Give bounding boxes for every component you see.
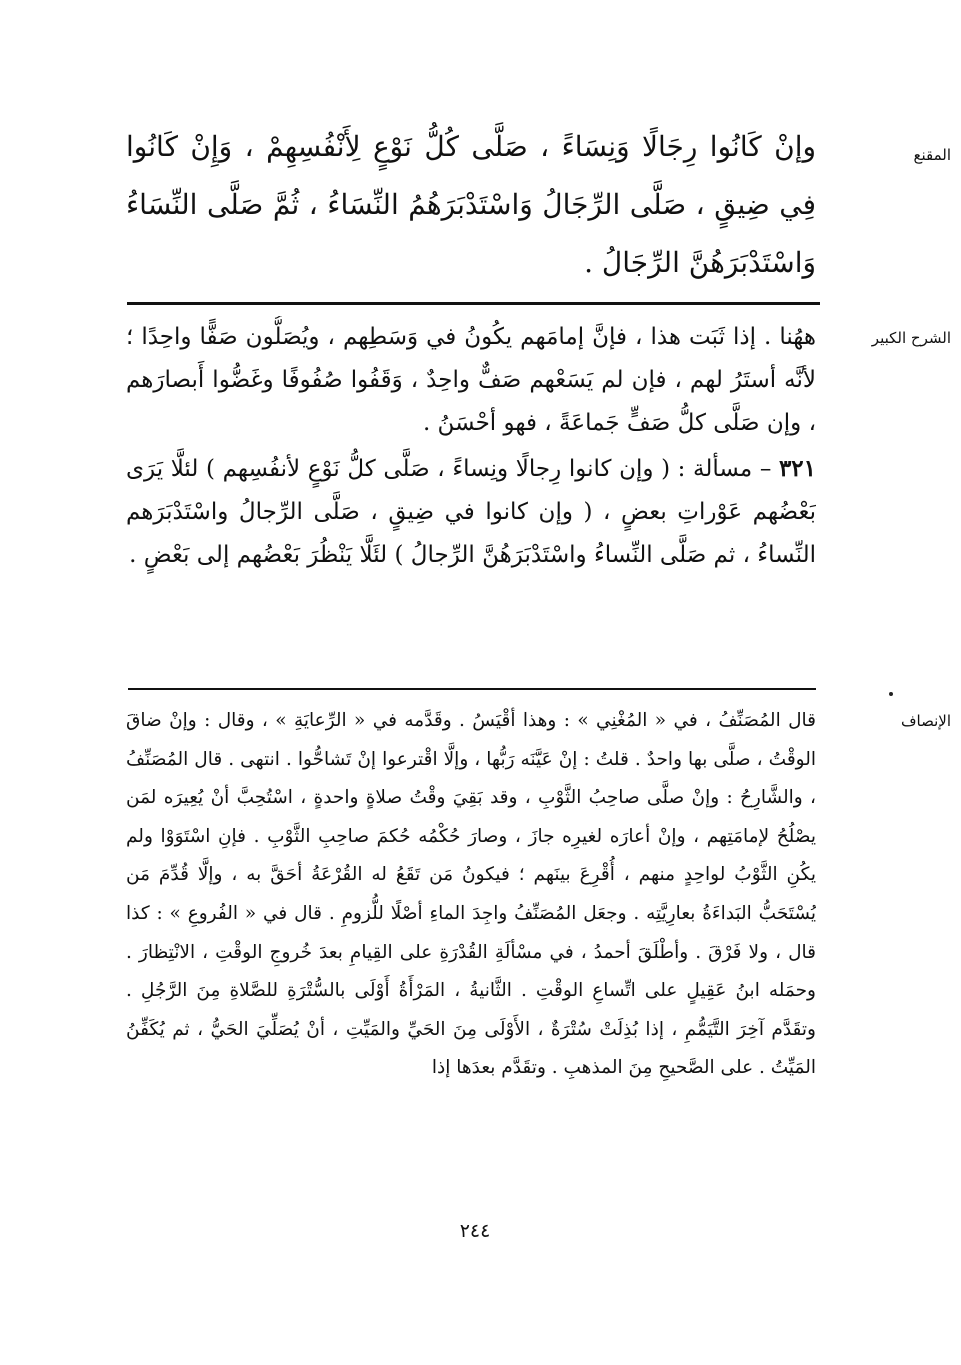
section-divider-top bbox=[127, 302, 820, 305]
masala-number: ٣٢١ bbox=[778, 455, 816, 482]
masala-paragraph bbox=[126, 447, 816, 577]
sharh-paragraph: ههُنا . إذا ثَبَت هذا ، فإنَّ إمامَهم يكُونُ في وَسَطِهم ، ويُصَلُّون صَفًّا واحِدًا ؛ لأنَّه أستَرُ لهم ، فإن لم يَسَعْهم صَفٌّ واحِدٌ ، وَقَفُوا صُفُوفًا وغَضُّوا أَبصارَهم ، وإن صَلَّى كلُّ صَفٍّ جَماعَةً ، فهو أحْسَنُ . bbox=[126, 324, 816, 436]
section-divider-bottom bbox=[128, 688, 816, 690]
page-mark bbox=[889, 692, 893, 696]
insaf-text bbox=[126, 702, 816, 1207]
label-sharh: الشرح الكبير bbox=[871, 329, 951, 347]
page-number: ٢٤٤ bbox=[459, 1220, 491, 1242]
label-insaf: الإنصاف bbox=[900, 712, 951, 730]
sharh-text bbox=[126, 316, 816, 676]
label-muqni: المقنع bbox=[913, 146, 951, 164]
muqni-paragraph: وإنْ كَانُوا رِجَالًا وَنِسَاءً ، صَلَّى كُلُّ نَوْعٍ لِأَنْفُسِهِمْ ، وَإِنْ كَانُوا فِي ضِيقٍ ، صَلَّى الرِّجَالُ وَاسْتَدْبَرَهُمُ النِّسَاءُ ، ثُمَّ صَلَّى النِّسَاءُ وَاسْتَدْبَرَهُنَّ الرِّجَالُ . bbox=[126, 130, 816, 279]
masala-body: – مسألة : ( وإن كانوا رِجالًا ونِساءً ، صَلَّى كلُّ نَوْعٍ لأنفُسِهم ) لئلَّا يَرَى بَعْضُهم عَوْراتِ بعضٍ ، ( وإن كانوا في ضِيقٍ ، صَلَّى الرِّجالُ واسْتَدْبَرَهم النِّساءُ ، ثم صَلَّى النِّساءُ واسْتَدْبَرَهُنَّ الرِّجالُ ) لئَلَّا يَنْظُرَ بَعْضُهم إلى بَعْضٍ . bbox=[126, 456, 816, 568]
muqni-text bbox=[126, 118, 816, 293]
insaf-paragraph: قال المُصَنِّفُ ، في « المُغْنِي » : وهذا أقْيَسُ . وقَدَّمه في « الرِّعايَةِ » ، وقال : وإنْ ضاقَ الوقْتُ ، صلَّى بها واحدٌ . قلتُ : إنْ عَيَّنَه رَبُّها ، وإلَّا اقْترعوا إنْ تَشاحُّوا . انتهى . قال المُصَنِّفُ ، والشَّارِحُ : وإنْ صلَّى صاحِبُ الثَّوْبِ ، وقد بَقِيَ وقْتُ صلاةٍ واحدةٍ ، اسْتُحِبَّ أنْ يُعِيرَه لمَن يصْلُحُ لإمامَتِهم ، وإنْ أعارَه لغيرِه جازَ ، وصارَ حُكْمُه حُكمَ صاحِبِ الثَّوْبِ . فإنِ اسْتَوَوْا ولم يكُنِ الثَّوْبُ لواحِدٍ منهم ، أُقْرِعَ بينَهم ؛ فيكونُ مَن تَقَعُ له القُرْعَةُ أحَقَّ به ، وإلَّا قُدِّمَ مَن يُسْتَحَبُّ البَداءَةُ بعارِيَّتِه . وجعَل المُصَنِّفُ واجِدَ الماءِ أصْلًا للُّزومِ . قال في « الفُروعِ » : كذا قال ، ولا فَرْقَ . وأطْلَقَ أحمدُ ، في مسْألَةِ القُدْرَةِ على القِيامِ بعدَ خُروجِ الوقْتِ ، الانْتِظارَ . وحمَله ابنُ عَقِيلٍ على اتِّساعِ الوقْتِ . الثَّانيةُ ، المَرْأَةُ أَوْلَى بالسُّتْرَةِ للصَّلاةِ مِنَ الرَّجُلِ . وتقَدَّم آخِرَ التَّيَمُّمِ ، إذا بُذِلَتْ سُتْرَةٌ ، الأَوْلَى مِنَ الحَيِّ والمَيِّتِ ، أنْ يُصَلِّيَ الحَيُّ ، ثم يُكَفِّنُ المَيِّتُ . على الصَّحيحِ مِنَ المذهبِ . وتقَدَّم بعدَها إذا bbox=[126, 710, 816, 1079]
